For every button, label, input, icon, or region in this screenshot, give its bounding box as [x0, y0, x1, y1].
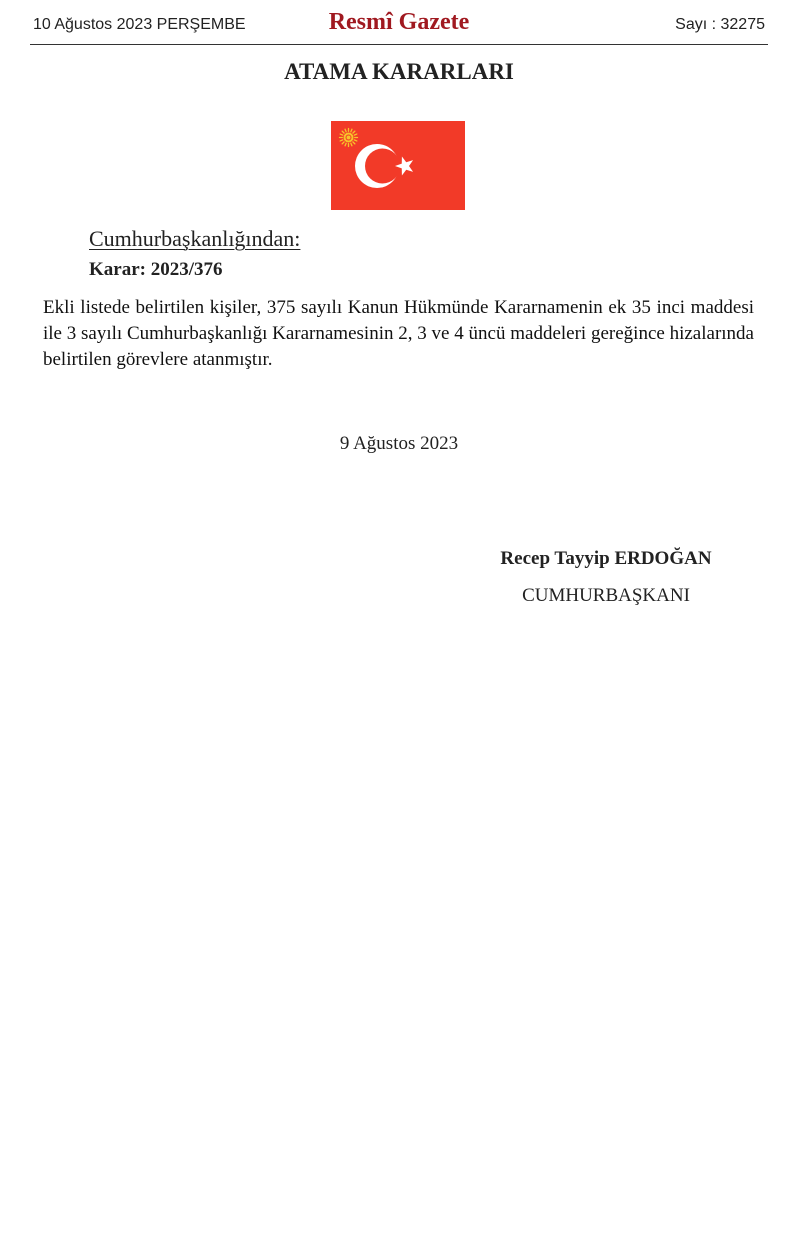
- issue-number: Sayı : 32275: [675, 16, 765, 33]
- presidential-seal-icon: [340, 129, 358, 147]
- decree-body: Ekli listede belirtilen kişiler, 375 sayılı Kanun Hükmünde Kararnamenin ek 35 inci maddesi ile 3 sayılı Cumhurbaşkanlığı Kararnamesinin 2, 3 ve 4 üncü maddeleri gereğince hizalarında belirtilen görevlere atanmıştır.: [43, 297, 754, 370]
- crescent-inner: [365, 149, 400, 184]
- issuing-institution: Cumhurbaşkanlığından:: [89, 226, 301, 251]
- decision-number: Karar: 2023/376: [89, 259, 223, 280]
- flag-graphic: [331, 121, 465, 210]
- signer-name: Recep Tayyip ERDOĞAN: [500, 548, 712, 569]
- decree-date: 9 Ağustos 2023: [339, 433, 459, 454]
- gazette-header: [30, 8, 768, 45]
- publication-title: Resmî Gazete: [328, 9, 470, 35]
- signer-title: CUMHURBAŞKANI: [522, 585, 690, 606]
- header-date: 10 Ağustos 2023 PERŞEMBE: [33, 16, 246, 33]
- document-title: ATAMA KARARLARI: [284, 59, 514, 84]
- turkish-flag-icon: [331, 121, 465, 210]
